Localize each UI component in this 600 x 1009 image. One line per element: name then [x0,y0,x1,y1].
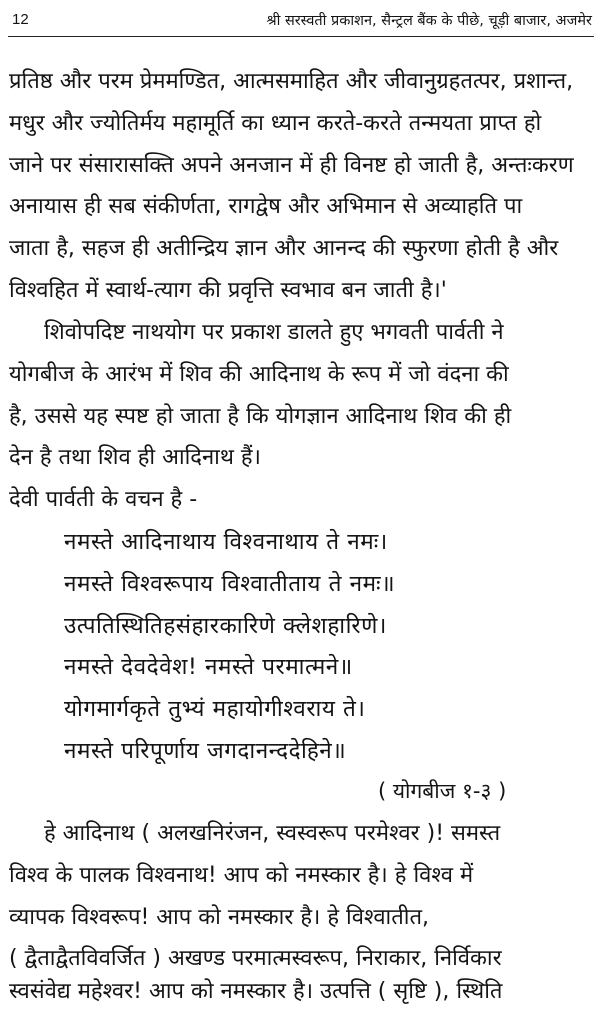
verse-line: उत्पतिस्थितिहसंहारकारिणे क्लेशहारिणे। [64,613,387,639]
text-line: ( द्वैताद्वैतविवर्जित ) अखण्ड परमात्मस्वरूप, निराकार, निर्विकार [9,946,502,971]
text-line: हे आदिनाथ ( अलखनिरंजन, स्वस्वरूप परमेश्वर )! समस्त [44,821,501,846]
verse-line: नमस्ते आदिनाथाय विश्वनाथाय ते नमः। [64,529,388,555]
text-line: जाता है, सहज ही अतीन्द्रिय ज्ञान और आनन्द की स्फुरणा होती है और [9,236,559,261]
text-line: शिवोपदिष्ट नाथयोग पर प्रकाश डालते हुए भगवती पार्वती ने [44,320,504,345]
text-line: मधुर और ज्योतिर्मय महामूर्ति का ध्यान करते-करते तन्मयता प्राप्त हो [9,111,542,136]
verse-line: नमस्ते विश्वरूपाय विश्वातीताय ते नमः॥ [64,571,396,597]
verse-line: नमस्ते देवदेवेश! नमस्ते परमात्मने॥ [64,654,353,680]
running-head-publisher: श्री सरस्वती प्रकाशन, सैन्ट्रल बैंक के पीछे, चूड़ी बाजार, अजमेर [266,13,592,29]
text-line: अनायास ही सब संकीर्णता, रागद्वेष और अभिमान से अव्याहति पा [9,194,523,219]
verse-line: नमस्ते परिपूर्णाय जगदानन्ददेहिने॥ [64,738,347,764]
text-line: योगबीज के आरंभ में शिव की आदिनाथ के रूप में जो वंदना की [9,362,509,387]
verse-citation: ( योगबीज १-३ ) [378,779,507,803]
text-line: देन है तथा शिव ही आदिनाथ हैं। [9,445,261,470]
text-line: है, उससे यह स्पष्ट हो जाता है कि योगज्ञान आदिनाथ शिव की ही [9,404,512,429]
text-line: व्यापक विश्वरूप! आप को नमस्कार है। हे विश्वातीत, [9,905,430,930]
text-line: विश्वहित में स्वार्थ-त्याग की प्रवृत्ति स्वभाव बन जाती है।' [9,278,447,303]
text-line: स्वसंवेद्य महेश्वर! आप को नमस्कार है। उत्पत्ति ( सृष्टि ), स्थिति [9,979,503,1004]
text-line: विश्व के पालक विश्वनाथ! आप को नमस्कार है। हे विश्व में [9,863,474,888]
text-line: प्रतिष्ठ और परम प्रेममण्डित, आत्मसमाहित और जीवानुग्रहतत्पर, प्रशान्त, [9,69,574,94]
header-rule [8,36,594,37]
page-number: 12 [12,11,29,28]
page-header [0,0,600,42]
intro-line: देवी पार्वती के वचन है - [9,487,198,512]
verse-line: योगमार्गकृते तुभ्यं महायोगीश्वराय ते। [64,696,366,722]
text-line: जाने पर संसारासक्ति अपने अनजान में ही विनष्ट हो जाती है, अन्तःकरण [9,153,574,178]
